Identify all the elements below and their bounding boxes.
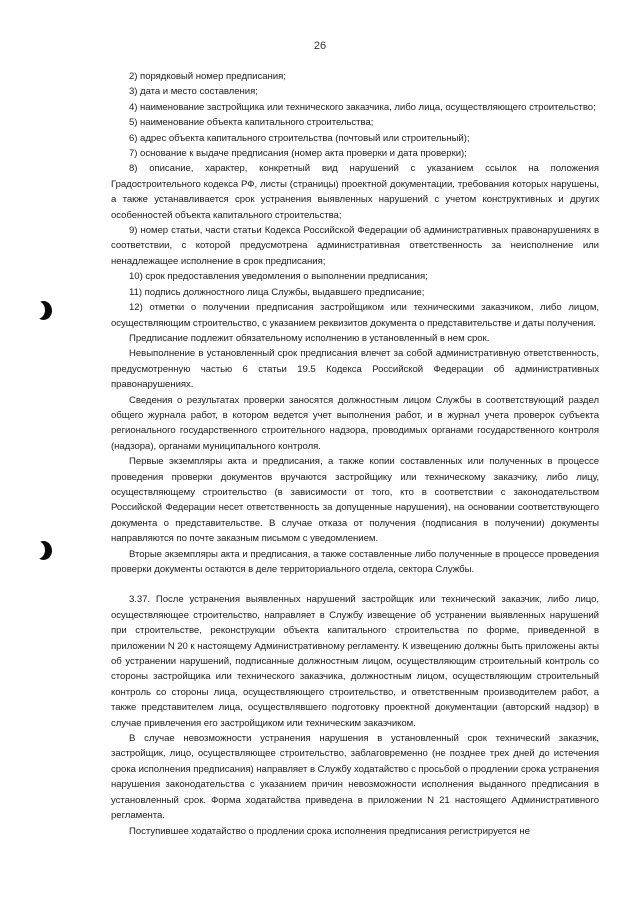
hole-punch-mark-top <box>35 301 52 320</box>
paragraph-item-4: 4) наименование застройщика или технического заказчика, либо лица, осуществляющего строительство; <box>129 101 596 113</box>
paragraph-item-6: 6) адрес объекта капитального строительства (почтовый или строительный); <box>129 132 470 144</box>
paragraph-liability: Невыполнение в установленный срок предписания влечет за собой административную ответственность, предусмотренную частью 6 статьи 19.5 Кодекса Российской Федерации об административных правонарушениях. <box>111 348 599 391</box>
paragraph-extension-request: В случае невозможности устранения нарушения в установленный срок технический заказчик, застройщик, лицо, осуществляющее строительство, заблаговременно (не позднее трех дней до истечения срока исполнения предписания) направляет в Службу ходатайство с просьбой о продлении срока устранения нарушения законодательства с указанием причин невозможности исполнения выданного предписания в установленный срок. Форма ходатайства приведена в приложении N 21 настоящего Административного регламента. <box>111 733 599 822</box>
paragraph-inspection-records: Сведения о результатах проверки заносятся должностным лицом Службы в соответствующий раздел общего журнала работ, в котором ведется учет выполнения работ, и в журнал учета проверок субъекта регионального государственного строительного надзора, проводимых органами государственного контроля (надзора), органами муниципального контроля. <box>111 394 599 452</box>
paragraph-item-3: 3) дата и место составления; <box>129 86 258 98</box>
paragraph-item-11: 11) подпись должностного лица Службы, выдавшего предписание; <box>129 286 425 298</box>
document-body <box>111 69 599 839</box>
paragraph-first-copies: Первые экземпляры акта и предписания, а также копии составленных или полученных в процессе проведения проверки документов вручаются застройщику или техническому заказчику, либо лицу, осуществляющему строительство (в зависимости от того, кто в соответствии с законодательством Российской Федерации несет ответственность за допущенные нарушения), на основании соответствующего документа о представительстве. В случае отказа от получения (подписания в получении) документы направляются по почте заказным письмом с уведомлением. <box>111 456 599 545</box>
paragraph-item-8: 8) описание, характер, конкретный вид нарушений с указанием ссылок на положения Градостроительного кодекса РФ, листы (страницы) проектной документации, требования которых нарушены, а также устанавливается срок устранения выявленных нарушений с учетом конструктивных и других особенностей объекта капитального строительства; <box>111 163 599 221</box>
paragraph-item-9: 9) номер статьи, части статьи Кодекса Российской Федерации об административных правонарушениях в соответствии, с которой предусмотрена административная ответственность за неисполнение или ненадлежащее исполнение в срок предписания; <box>111 225 599 267</box>
hole-punch-mark-bottom <box>35 541 52 560</box>
paragraph-3-37: 3.37. После устранения выявленных нарушений застройщик или технический заказчик, либо лицо, осуществляющее строительство, направляет в Службу извещение об устранении выявленных нарушений при строительстве, реконструкции объекта капитального строительства по форме, приведенной в приложении N 20 к настоящему Административному регламенту. К извещению должны быть приложены акты об устранении нарушений, подписанные должностным лицом, осуществляющим строительный контроль со стороны застройщика или технического заказчика, должностным лицом, осуществляющим строительный контроль со стороны лица, осуществляющего строительство, и ответственным производителем работ, а также представителем лица, осуществлявшего подготовку проектной документации (авторский надзор) в случае привлечения его застройщиком или техническим заказчиком. <box>111 594 599 729</box>
paragraph-item-5: 5) наименование объекта капитального строительства; <box>129 117 374 129</box>
paragraph-item-10: 10) срок предоставления уведомления о выполнении предписания; <box>129 271 428 283</box>
paragraph-registration: Поступившее ходатайство о продлении срока исполнения предписания регистрируется не <box>129 825 530 837</box>
paragraph-item-12: 12) отметки о получении предписания застройщиком или техническими заказчиком, либо лицом, осуществляющим строительство, с указанием реквизитов документа о представительстве и даты получения. <box>111 302 599 329</box>
paragraph-item-2: 2) порядковый номер предписания; <box>129 71 286 82</box>
paragraph-obligation: Предписание подлежит обязательному исполнению в установленный в нем срок. <box>129 332 490 344</box>
page-number: 26 <box>313 40 327 52</box>
paragraph-item-7: 7) основание к выдаче предписания (номер акта проверки и дата проверки); <box>129 148 467 160</box>
paragraph-second-copies: Вторые экземпляры акта и предписания, а также составленные либо полученные в процессе проведения проверки документы остаются в деле территориального отдела, сектора Службы. <box>111 548 599 575</box>
